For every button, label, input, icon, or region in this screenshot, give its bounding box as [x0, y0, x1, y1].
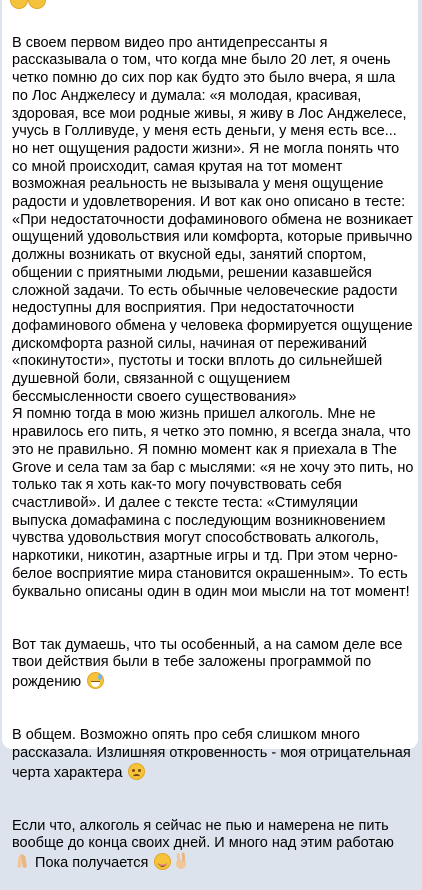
message-paragraph — [12, 35, 414, 602]
paragraph-text: В общем. Возможно опять про себя слишком много рассказала. Излишняя откровенность - моя отрицательная черта характера — [12, 727, 411, 781]
message-bubble — [2, 0, 418, 871]
grinning-face-emoji — [10, 0, 28, 9]
previous-line-emoji-strip — [2, 0, 418, 12]
grinning-face-with-sweat-emoji — [87, 672, 104, 689]
paragraph-text: Вот так думаешь, что ты особенный, а на самом деле все твои действия были в тебе заложены программой по рождению — [12, 636, 403, 690]
victory-hand-emoji — [173, 853, 190, 870]
sad-face-emoji — [128, 763, 145, 780]
message-text — [12, 17, 414, 890]
message-paragraph — [12, 818, 414, 873]
message-paragraph — [12, 637, 414, 692]
paragraph-text: Если что, алкоголь я сейчас не пью и намерена не пить вообще до конца своих дней. И много над этим работаю — [12, 817, 394, 852]
message-paragraph — [12, 727, 414, 782]
smiling-face-emoji — [154, 853, 171, 870]
folded-hands-emoji — [14, 853, 31, 870]
grinning-face-emoji — [28, 0, 46, 9]
paragraph-text: В своем первом видео про антидепрессанты я рассказывала о том, что когда мне было 20 лет, я очень четко помню до сих пор как будто это было вчера, я шла по Лос Анджелесу и думала: «я молодая, красивая, здоровая, все мои родные живы, я живу в Лос Анджелесе, учусь в Голливуде, у меня есть деньги, у меня есть все... но нет ощущения радости жизни». Я не могла понять что со мной происходит, самая крутая на тот момент возможная реальность не вызывала у меня ощущение радости и удовлетворения. И вот как оно описано в тесте: «При недостаточности дофаминового обмена не возникает ощущений удовольствия или комфорта, которые привычно должны возникать от вкусной еды, занятий спортом, общении с приятными людьми, решении казавшейся сложной задачи. То есть обычные человеческие радости недоступны для восприятия. При недостаточности дофаминового обмена у человека формируется ощущение дискомфорта разной силы, начиная от переживаний «покинутости», пустоты и тоски вплоть до сильнейшей душевной боли, связанной с ощущением бессмысленности своего существования» Я помню тогда в мою жизнь пришел алкоголь. Мне не нравилось его пить, я четко это помню, я всегда знала, что это не правильно. Я помню момент как я приехала в The Grove и села там за бар с мыслями: «я не хочу это пить, но только так я хоть как-то могу почувствовать себя счастливой». И далее с тексте теста: «Стимуляции выпуска домафамина с последующим возникновением чувства удовольствия могут способствовать алкоголь, наркотики, никотин, азартные игры и тд. При этом черно-белое восприятие мира становится окрашенным». То есть буквально описаны один в один мои мысли на тот момент! — [12, 34, 414, 600]
paragraph-text: Пока получается — [35, 855, 149, 871]
